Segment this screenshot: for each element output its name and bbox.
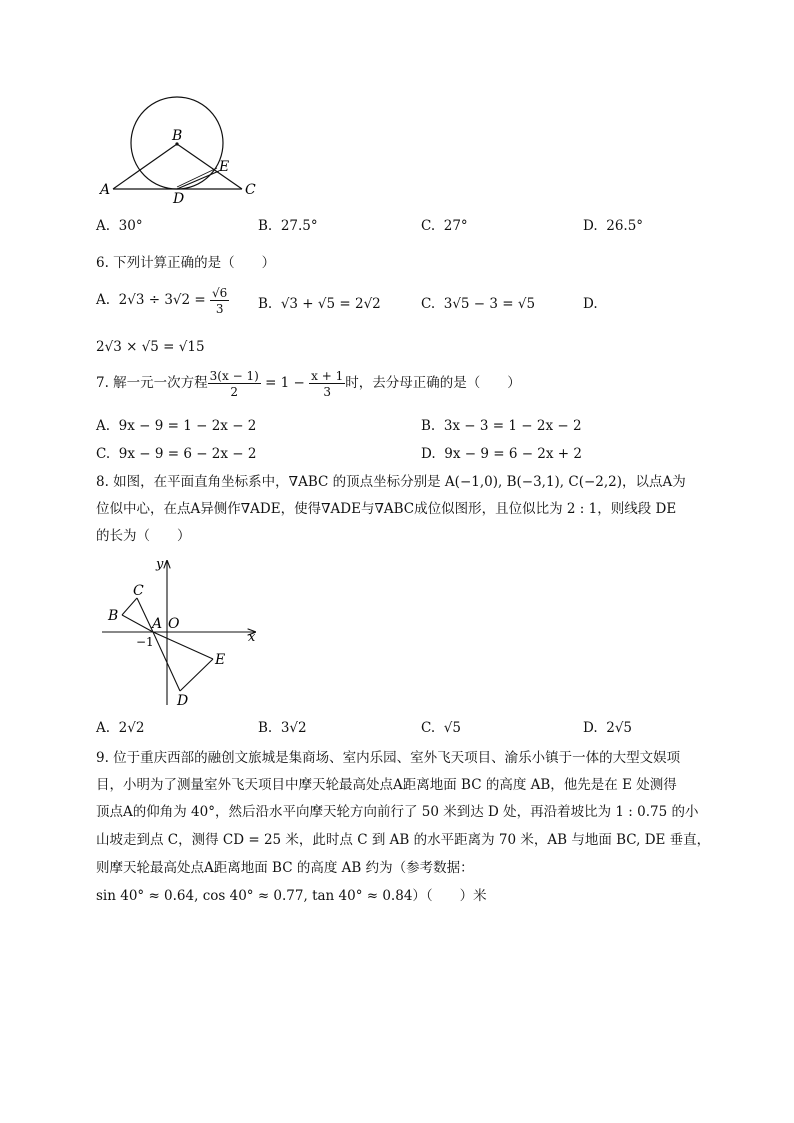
- q5-option-b-text: 27.5°: [280, 218, 318, 234]
- q8-line-ca: [137, 598, 153, 632]
- q5-option-b-letter: B.: [258, 218, 273, 234]
- q7-option-d[interactable]: [421, 448, 582, 462]
- q8-option-d[interactable]: [583, 722, 632, 736]
- q5-option-b[interactable]: [258, 220, 318, 234]
- q9-stem-line6: sin 40° ≈ 0.64, cos 40° ≈ 0.77, tan 40° ≈ 0.84）（ ）米: [96, 888, 487, 904]
- q6-option-a-letter: A.: [96, 292, 111, 309]
- q8-option-c[interactable]: [421, 722, 461, 736]
- q7-option-b[interactable]: [421, 420, 582, 434]
- q6-option-c[interactable]: [421, 298, 535, 312]
- q5-label-b: B: [172, 128, 183, 144]
- q8-label-a: A: [152, 616, 163, 632]
- q7-option-b-text: 3x − 3 = 1 − 2x − 2: [443, 418, 582, 434]
- q6-option-b[interactable]: [258, 298, 381, 312]
- q8-stem-line1: 8. 如图，在平面直角坐标系中，∇ABC 的顶点坐标分别是 A(−1,0), B(−3,1), C(−2,2)，以点A为: [96, 474, 686, 490]
- q7-frac2-den: 3: [323, 385, 332, 399]
- q8-option-a-text: 2√2: [118, 720, 145, 736]
- q5-option-c-letter: C.: [421, 218, 436, 234]
- q7-stem-suffix: 时，去分母正确的是（ ）: [345, 375, 521, 392]
- q7-option-a-text: 9x − 9 = 1 − 2x − 2: [118, 418, 257, 434]
- q8-option-b-text: 3√2: [280, 720, 307, 736]
- q8-label-c: C: [133, 583, 144, 599]
- q5-option-a-text: 30°: [118, 218, 143, 234]
- q5-option-a[interactable]: [96, 220, 143, 234]
- q8-figure: [100, 555, 265, 710]
- q6-option-a[interactable]: [96, 287, 229, 315]
- q8-stem-line3: 的长为（ ）: [96, 528, 191, 544]
- q6-option-d-text[interactable]: 2√3 × √5 = √15: [96, 339, 205, 355]
- q8-label-y: y: [156, 557, 164, 572]
- q7-stem: [96, 370, 521, 398]
- q5-label-c: C: [245, 182, 256, 198]
- q5-option-c[interactable]: [421, 220, 468, 234]
- q8-option-b-letter: B.: [258, 720, 273, 736]
- q6-option-d-letter: D.: [583, 296, 598, 312]
- q9-stem-line4: 山坡走到点 C，测得 CD = 25 米，此时点 C 到 AB 的水平距离为 70 米，AB 与地面 BC, DE 垂直，: [96, 832, 711, 848]
- q7-option-c-letter: C.: [96, 446, 111, 462]
- q6-option-c-letter: C.: [421, 296, 436, 312]
- q7-fraction-2: [309, 370, 345, 398]
- q8-label-o: O: [168, 616, 180, 632]
- q8-option-d-letter: D.: [583, 720, 598, 736]
- q5-label-e: E: [219, 159, 230, 175]
- q7-option-c[interactable]: [96, 448, 256, 462]
- q8-label-b: B: [108, 608, 119, 624]
- q5-line-ab: [113, 144, 177, 189]
- q6-option-c-text: 3√5 − 3 = √5: [443, 296, 536, 312]
- q6-option-a-frac-den: 3: [215, 302, 224, 316]
- q5-label-a: A: [100, 182, 111, 198]
- q5-option-c-text: 27°: [443, 218, 468, 234]
- q9-stem-line1: 9. 位于重庆西部的融创文旅城是集商场、室内乐园、室外飞天项目、渝乐小镇于一体的大型文娱项: [96, 750, 681, 766]
- q8-option-a-letter: A.: [96, 720, 111, 736]
- q7-option-b-letter: B.: [421, 418, 436, 434]
- q5-option-d[interactable]: [583, 220, 643, 234]
- q8-line-bc: [122, 598, 137, 615]
- q6-option-b-text: √3 + √5 = 2√2: [280, 296, 381, 312]
- q7-option-c-text: 9x − 9 = 6 − 2x − 2: [118, 446, 257, 462]
- q8-option-a[interactable]: [96, 722, 144, 736]
- q7-option-d-text: 9x − 9 = 6 − 2x + 2: [444, 446, 582, 462]
- q8-option-c-letter: C.: [421, 720, 436, 736]
- q6-option-b-letter: B.: [258, 296, 273, 312]
- q7-frac1-num: 3(x − 1): [209, 369, 259, 383]
- q8-option-c-text: √5: [443, 720, 461, 736]
- q7-stem-prefix: 7. 解一元一次方程: [96, 375, 208, 392]
- q7-fraction-1: [208, 370, 261, 398]
- q8-label-x: x: [248, 630, 256, 645]
- q9-stem-line2: 目，小明为了测量室外飞天项目中摩天轮最高处点A距离地面 BC 的高度 AB，他先是在 E 处测得: [96, 777, 677, 793]
- q6-stem: 6. 下列计算正确的是（ ）: [96, 255, 276, 271]
- q8-label-minus1: −1: [136, 635, 154, 649]
- q8-label-d: D: [177, 693, 189, 709]
- q5-figure: [95, 95, 265, 210]
- q8-line-de: [180, 659, 213, 691]
- q8-label-e: E: [215, 652, 226, 668]
- q6-option-a-frac-num: √6: [212, 286, 228, 300]
- q8-line-ae: [153, 632, 213, 659]
- q9-stem-line5: 则摩天轮最高处点A距离地面 BC 的高度 AB 约为（参考数据：: [96, 860, 474, 876]
- q7-option-a-letter: A.: [96, 418, 111, 434]
- q8-line-ab: [122, 615, 153, 632]
- q7-option-a[interactable]: [96, 420, 256, 434]
- q7-stem-middle: = 1 −: [265, 375, 305, 392]
- q5-option-a-letter: A.: [96, 218, 111, 234]
- q8-option-b[interactable]: [258, 722, 307, 736]
- q6-option-a-fraction: [210, 287, 229, 315]
- q5-label-d: D: [173, 191, 185, 207]
- q5-line-de: [177, 171, 219, 189]
- q7-frac1-den: 2: [230, 385, 239, 399]
- q5-option-d-text: 26.5°: [606, 218, 644, 234]
- q8-stem-line2: 位似中心，在点A异侧作∇ADE，使得∇ADE与∇ABC成位似图形，且位似比为 2 : 1，则线段 DE: [96, 501, 677, 517]
- q5-option-d-letter: D.: [583, 218, 598, 234]
- q6-option-d-letter-wrap[interactable]: [583, 298, 598, 312]
- q9-stem-line3: 顶点A的仰角为 40°，然后沿水平向摩天轮方向前行了 50 米到达 D 处，再沿着坡比为 1 : 0.75 的小: [96, 804, 699, 820]
- q8-option-d-text: 2√5: [606, 720, 633, 736]
- q6-option-a-lhs: 2√3 ÷ 3√2 =: [118, 292, 206, 309]
- q7-option-d-letter: D.: [421, 446, 436, 462]
- q7-frac2-num: x + 1: [311, 369, 344, 383]
